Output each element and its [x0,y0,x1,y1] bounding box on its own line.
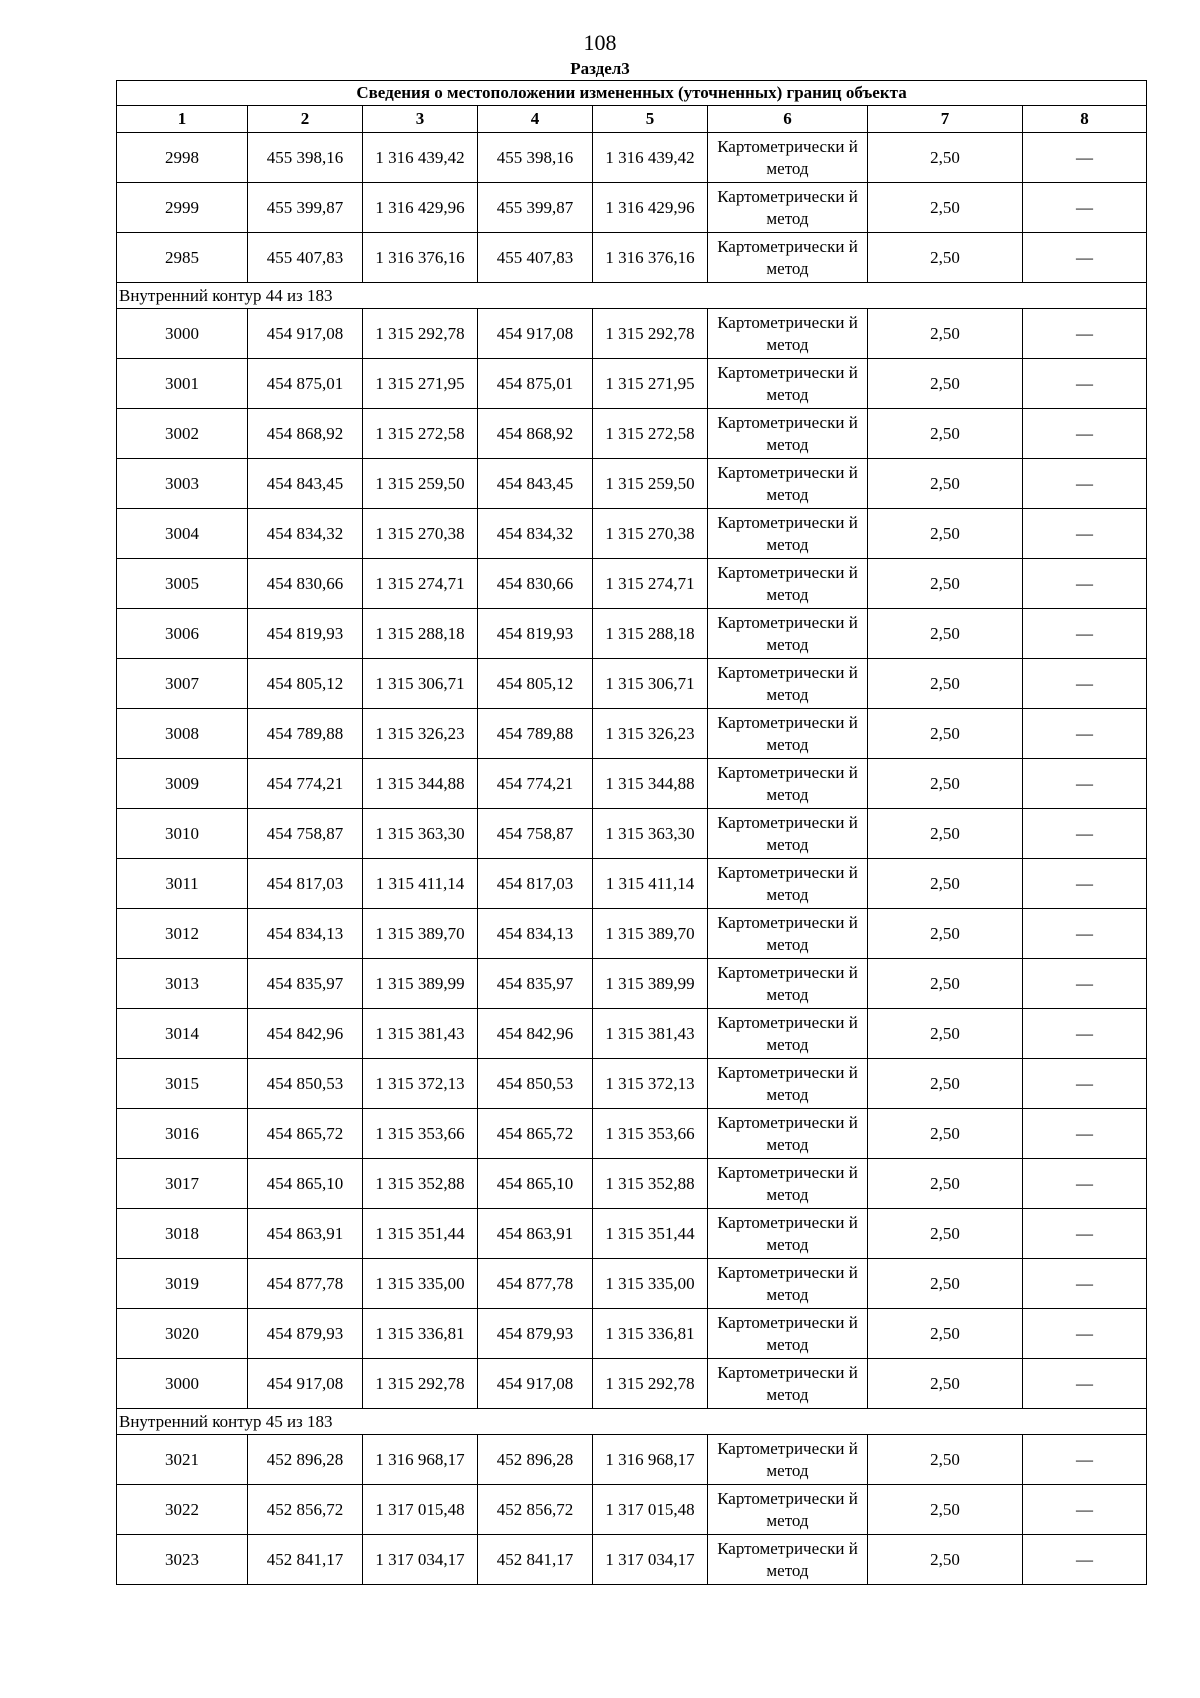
table-row [117,409,1147,459]
y-old-cell: 1 315 288,18 [363,609,478,659]
x-new-cell: 454 877,78 [478,1259,593,1309]
accuracy-cell: 2,50 [868,1209,1023,1259]
x-old-cell: 454 789,88 [248,709,363,759]
x-old-cell: 454 875,01 [248,359,363,409]
y-old-cell: 1 315 344,88 [363,759,478,809]
x-new-cell: 454 850,53 [478,1059,593,1109]
table-row [117,1535,1147,1585]
point-number-cell: 3008 [117,709,248,759]
description-cell: — [1023,1209,1147,1259]
method-cell: Картометрически й метод [708,1435,868,1485]
y-old-cell: 1 315 353,66 [363,1109,478,1159]
accuracy-cell: 2,50 [868,759,1023,809]
x-old-cell: 455 398,16 [248,133,363,183]
method-cell: Картометрически й метод [708,559,868,609]
table-row [117,183,1147,233]
column-header: 1 [117,106,248,133]
y-new-cell: 1 317 034,17 [593,1535,708,1585]
y-old-cell: 1 316 968,17 [363,1435,478,1485]
point-number-cell: 3017 [117,1159,248,1209]
x-new-cell: 454 758,87 [478,809,593,859]
accuracy-cell: 2,50 [868,409,1023,459]
x-old-cell: 454 865,10 [248,1159,363,1209]
accuracy-cell: 2,50 [868,309,1023,359]
method-cell: Картометрически й метод [708,659,868,709]
method-cell: Картометрически й метод [708,183,868,233]
y-old-cell: 1 315 336,81 [363,1309,478,1359]
table-body [117,133,1147,1585]
x-new-cell: 454 843,45 [478,459,593,509]
x-new-cell: 454 868,92 [478,409,593,459]
description-cell: — [1023,309,1147,359]
table-row [117,559,1147,609]
point-number-cell: 3009 [117,759,248,809]
point-number-cell: 3003 [117,459,248,509]
method-cell: Картометрически й метод [708,1309,868,1359]
x-old-cell: 452 856,72 [248,1485,363,1535]
column-header: 5 [593,106,708,133]
accuracy-cell: 2,50 [868,1109,1023,1159]
accuracy-cell: 2,50 [868,1435,1023,1485]
description-cell: — [1023,909,1147,959]
x-new-cell: 454 774,21 [478,759,593,809]
x-old-cell: 455 407,83 [248,233,363,283]
y-old-cell: 1 315 389,99 [363,959,478,1009]
accuracy-cell: 2,50 [868,959,1023,1009]
accuracy-cell: 2,50 [868,1159,1023,1209]
page-number: 108 [583,30,617,55]
x-old-cell: 454 879,93 [248,1309,363,1359]
y-new-cell: 1 315 351,44 [593,1209,708,1259]
description-cell: — [1023,959,1147,1009]
x-old-cell: 454 817,03 [248,859,363,909]
point-number-cell: 3000 [117,309,248,359]
x-old-cell: 454 917,08 [248,1359,363,1409]
method-cell: Картометрически й метод [708,233,868,283]
table-row [117,133,1147,183]
x-old-cell: 454 774,21 [248,759,363,809]
point-number-cell: 3007 [117,659,248,709]
description-cell: — [1023,1109,1147,1159]
y-new-cell: 1 315 353,66 [593,1109,708,1159]
table-row [117,459,1147,509]
y-new-cell: 1 315 335,00 [593,1259,708,1309]
x-old-cell: 454 842,96 [248,1009,363,1059]
x-new-cell: 455 398,16 [478,133,593,183]
description-cell: — [1023,359,1147,409]
x-new-cell: 454 819,93 [478,609,593,659]
y-new-cell: 1 315 292,78 [593,1359,708,1409]
y-old-cell: 1 315 274,71 [363,559,478,609]
y-old-cell: 1 315 272,58 [363,409,478,459]
y-new-cell: 1 315 270,38 [593,509,708,559]
method-cell: Картометрически й метод [708,409,868,459]
point-number-cell: 3002 [117,409,248,459]
accuracy-cell: 2,50 [868,859,1023,909]
column-header: 2 [248,106,363,133]
y-new-cell: 1 315 306,71 [593,659,708,709]
column-header: 6 [708,106,868,133]
accuracy-cell: 2,50 [868,183,1023,233]
y-old-cell: 1 315 259,50 [363,459,478,509]
description-cell: — [1023,1159,1147,1209]
method-cell: Картометрически й метод [708,1159,868,1209]
column-header: 7 [868,106,1023,133]
point-number-cell: 2998 [117,133,248,183]
point-number-cell: 2999 [117,183,248,233]
point-number-cell: 3023 [117,1535,248,1585]
contour-row [117,1409,1147,1435]
table-row [117,1309,1147,1359]
accuracy-cell: 2,50 [868,509,1023,559]
accuracy-cell: 2,50 [868,1359,1023,1409]
x-new-cell: 454 789,88 [478,709,593,759]
contour-label: Внутренний контур 44 из 183 [117,283,1147,309]
method-cell: Картометрически й метод [708,959,868,1009]
y-old-cell: 1 315 411,14 [363,859,478,909]
description-cell: — [1023,183,1147,233]
x-new-cell: 452 896,28 [478,1435,593,1485]
table-row [117,959,1147,1009]
accuracy-cell: 2,50 [868,659,1023,709]
y-old-cell: 1 317 034,17 [363,1535,478,1585]
method-cell: Картометрически й метод [708,509,868,559]
x-old-cell: 454 758,87 [248,809,363,859]
point-number-cell: 3013 [117,959,248,1009]
y-new-cell: 1 315 288,18 [593,609,708,659]
x-new-cell: 454 917,08 [478,309,593,359]
method-cell: Картометрически й метод [708,859,868,909]
y-new-cell: 1 315 271,95 [593,359,708,409]
description-cell: — [1023,509,1147,559]
column-header: 8 [1023,106,1147,133]
x-new-cell: 454 879,93 [478,1309,593,1359]
x-old-cell: 454 843,45 [248,459,363,509]
description-cell: — [1023,1309,1147,1359]
accuracy-cell: 2,50 [868,559,1023,609]
point-number-cell: 3019 [117,1259,248,1309]
y-new-cell: 1 315 344,88 [593,759,708,809]
y-old-cell: 1 316 376,16 [363,233,478,283]
table-row [117,1259,1147,1309]
x-old-cell: 454 877,78 [248,1259,363,1309]
table-row [117,659,1147,709]
table-row [117,1485,1147,1535]
x-new-cell: 452 856,72 [478,1485,593,1535]
x-old-cell: 454 830,66 [248,559,363,609]
accuracy-cell: 2,50 [868,359,1023,409]
y-old-cell: 1 317 015,48 [363,1485,478,1535]
point-number-cell: 3021 [117,1435,248,1485]
x-new-cell: 455 399,87 [478,183,593,233]
x-new-cell: 454 863,91 [478,1209,593,1259]
x-new-cell: 454 830,66 [478,559,593,609]
x-new-cell: 454 865,10 [478,1159,593,1209]
method-cell: Картометрически й метод [708,609,868,659]
table-row [117,1059,1147,1109]
y-new-cell: 1 315 326,23 [593,709,708,759]
contour-row [117,283,1147,309]
point-number-cell: 3011 [117,859,248,909]
method-cell: Картометрически й метод [708,309,868,359]
table-row [117,609,1147,659]
x-new-cell: 454 875,01 [478,359,593,409]
contour-label: Внутренний контур 45 из 183 [117,1409,1147,1435]
method-cell: Картометрически й метод [708,909,868,959]
description-cell: — [1023,1435,1147,1485]
method-cell: Картометрически й метод [708,1259,868,1309]
point-number-cell: 3012 [117,909,248,959]
x-old-cell: 454 835,97 [248,959,363,1009]
y-new-cell: 1 315 292,78 [593,309,708,359]
y-old-cell: 1 315 352,88 [363,1159,478,1209]
accuracy-cell: 2,50 [868,1485,1023,1535]
point-number-cell: 3020 [117,1309,248,1359]
x-old-cell: 454 805,12 [248,659,363,709]
y-old-cell: 1 315 389,70 [363,909,478,959]
method-cell: Картометрически й метод [708,759,868,809]
method-cell: Картометрически й метод [708,709,868,759]
description-cell: — [1023,1059,1147,1109]
y-old-cell: 1 315 292,78 [363,1359,478,1409]
table-row [117,859,1147,909]
y-new-cell: 1 315 272,58 [593,409,708,459]
x-new-cell: 454 835,97 [478,959,593,1009]
description-cell: — [1023,659,1147,709]
method-cell: Картометрически й метод [708,1485,868,1535]
description-cell: — [1023,559,1147,609]
y-new-cell: 1 316 376,16 [593,233,708,283]
section-title: Раздел3 [570,59,630,78]
table-row [117,1435,1147,1485]
x-old-cell: 454 917,08 [248,309,363,359]
point-number-cell: 3001 [117,359,248,409]
table-row [117,709,1147,759]
method-cell: Картометрически й метод [708,359,868,409]
method-cell: Картометрически й метод [708,809,868,859]
accuracy-cell: 2,50 [868,909,1023,959]
point-number-cell: 3018 [117,1209,248,1259]
x-new-cell: 454 834,13 [478,909,593,959]
y-old-cell: 1 315 363,30 [363,809,478,859]
description-cell: — [1023,1259,1147,1309]
description-cell: — [1023,709,1147,759]
x-old-cell: 452 841,17 [248,1535,363,1585]
method-cell: Картометрически й метод [708,1209,868,1259]
method-cell: Картометрически й метод [708,459,868,509]
boundary-table [116,80,1147,1585]
table-row [117,909,1147,959]
table-title: Сведения о местоположении измененных (уточненных) границ объекта [117,81,1147,106]
table-row [117,759,1147,809]
method-cell: Картометрически й метод [708,133,868,183]
x-old-cell: 454 865,72 [248,1109,363,1159]
method-cell: Картометрически й метод [708,1059,868,1109]
point-number-cell: 2985 [117,233,248,283]
y-old-cell: 1 315 351,44 [363,1209,478,1259]
description-cell: — [1023,459,1147,509]
y-old-cell: 1 315 326,23 [363,709,478,759]
y-old-cell: 1 316 439,42 [363,133,478,183]
x-new-cell: 454 817,03 [478,859,593,909]
table-row [117,309,1147,359]
table-row [117,1009,1147,1059]
y-new-cell: 1 315 389,70 [593,909,708,959]
y-old-cell: 1 315 372,13 [363,1059,478,1109]
x-old-cell: 454 819,93 [248,609,363,659]
x-old-cell: 454 834,13 [248,909,363,959]
table-row [117,509,1147,559]
y-new-cell: 1 316 968,17 [593,1435,708,1485]
accuracy-cell: 2,50 [868,1059,1023,1109]
x-new-cell: 452 841,17 [478,1535,593,1585]
column-header: 4 [478,106,593,133]
table-row [117,1209,1147,1259]
x-new-cell: 454 805,12 [478,659,593,709]
method-cell: Картометрически й метод [708,1009,868,1059]
description-cell: — [1023,233,1147,283]
y-old-cell: 1 315 381,43 [363,1009,478,1059]
description-cell: — [1023,409,1147,459]
method-cell: Картометрически й метод [708,1535,868,1585]
accuracy-cell: 2,50 [868,459,1023,509]
x-new-cell: 454 842,96 [478,1009,593,1059]
description-cell: — [1023,859,1147,909]
table-row [117,1159,1147,1209]
table-row [117,809,1147,859]
y-old-cell: 1 315 271,95 [363,359,478,409]
accuracy-cell: 2,50 [868,133,1023,183]
table-row [117,359,1147,409]
y-new-cell: 1 316 429,96 [593,183,708,233]
y-new-cell: 1 315 274,71 [593,559,708,609]
accuracy-cell: 2,50 [868,1259,1023,1309]
x-new-cell: 454 834,32 [478,509,593,559]
x-new-cell: 455 407,83 [478,233,593,283]
description-cell: — [1023,609,1147,659]
description-cell: — [1023,809,1147,859]
point-number-cell: 3014 [117,1009,248,1059]
y-old-cell: 1 315 292,78 [363,309,478,359]
accuracy-cell: 2,50 [868,1309,1023,1359]
x-old-cell: 454 868,92 [248,409,363,459]
accuracy-cell: 2,50 [868,233,1023,283]
y-new-cell: 1 315 381,43 [593,1009,708,1059]
y-new-cell: 1 315 336,81 [593,1309,708,1359]
y-new-cell: 1 315 372,13 [593,1059,708,1109]
description-cell: — [1023,759,1147,809]
point-number-cell: 3000 [117,1359,248,1409]
method-cell: Картометрически й метод [708,1359,868,1409]
y-new-cell: 1 315 352,88 [593,1159,708,1209]
y-new-cell: 1 315 259,50 [593,459,708,509]
x-old-cell: 454 863,91 [248,1209,363,1259]
description-cell: — [1023,1485,1147,1535]
accuracy-cell: 2,50 [868,809,1023,859]
description-cell: — [1023,1359,1147,1409]
y-new-cell: 1 316 439,42 [593,133,708,183]
point-number-cell: 3005 [117,559,248,609]
y-new-cell: 1 315 363,30 [593,809,708,859]
y-old-cell: 1 315 270,38 [363,509,478,559]
y-new-cell: 1 317 015,48 [593,1485,708,1535]
x-old-cell: 454 850,53 [248,1059,363,1109]
description-cell: — [1023,133,1147,183]
accuracy-cell: 2,50 [868,1535,1023,1585]
point-number-cell: 3016 [117,1109,248,1159]
method-cell: Картометрически й метод [708,1109,868,1159]
accuracy-cell: 2,50 [868,709,1023,759]
y-new-cell: 1 315 389,99 [593,959,708,1009]
table-row [117,233,1147,283]
x-old-cell: 454 834,32 [248,509,363,559]
table-row [117,1109,1147,1159]
y-old-cell: 1 315 335,00 [363,1259,478,1309]
x-new-cell: 454 865,72 [478,1109,593,1159]
point-number-cell: 3022 [117,1485,248,1535]
column-header: 3 [363,106,478,133]
point-number-cell: 3010 [117,809,248,859]
y-old-cell: 1 315 306,71 [363,659,478,709]
point-number-cell: 3004 [117,509,248,559]
point-number-cell: 3015 [117,1059,248,1109]
x-old-cell: 455 399,87 [248,183,363,233]
x-new-cell: 454 917,08 [478,1359,593,1409]
y-new-cell: 1 315 411,14 [593,859,708,909]
x-old-cell: 452 896,28 [248,1435,363,1485]
description-cell: — [1023,1009,1147,1059]
point-number-cell: 3006 [117,609,248,659]
accuracy-cell: 2,50 [868,1009,1023,1059]
table-row [117,1359,1147,1409]
accuracy-cell: 2,50 [868,609,1023,659]
description-cell: — [1023,1535,1147,1585]
y-old-cell: 1 316 429,96 [363,183,478,233]
